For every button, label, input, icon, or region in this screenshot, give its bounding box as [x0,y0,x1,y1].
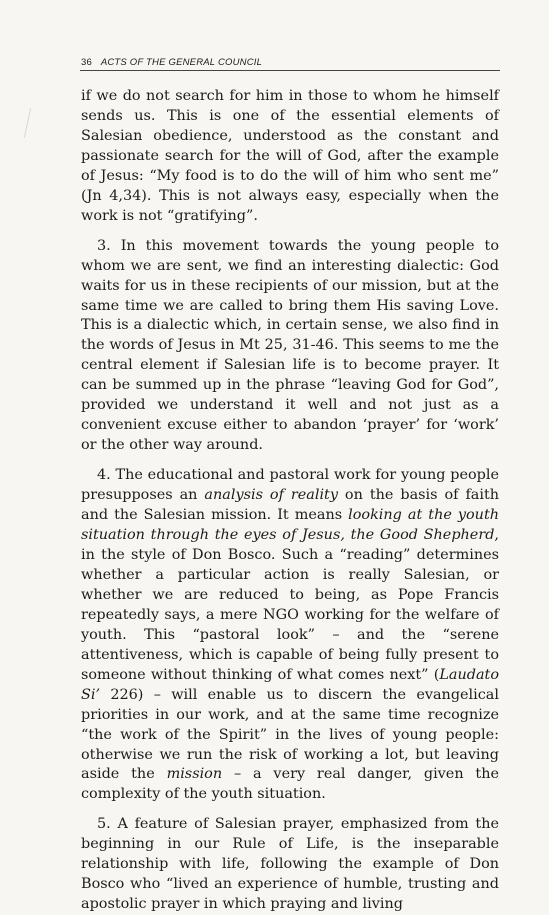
running-head: ACTS OF THE GENERAL COUNCIL [100,57,263,68]
paragraph-5 [81,815,499,915]
paragraph-3 [81,237,499,456]
text-segment: 226) – will enable us to discern the evangelical priorities in our work, and at the same time recognize “the work of the Spirit” in the lives of young people: otherwise we run the risk of working a lot, but leaving aside the [81,686,499,783]
paragraph-4 [81,466,499,805]
text-segment: if we do not search for him in those to whom he himself sends us. This is one of the essential elements of Salesian obedience, understood as the constant and passionate search for the will of God, after the example of Jesus: “My food is to do the will of him who sent me” (Jn 4,34). This is not always easy, especially when the work is not “gratifying”. [81,88,499,224]
text-segment: 5. A feature of Salesian prayer, emphasized from the beginning in our Rule of Life, is the inseparable relationship with life, following the example of Don Bosco who “lived an experience of humble, trusting and apostolic prayer in which praying and living [81,816,499,913]
text-segment: 3. In this movement towards the young people to whom we are sent, we find an interesting dialectic: God waits for us in these recipients of our mission, but at the same time we are called to bring them His saving Love. This is a dialectic which, in certain sense, we also find in the words of Jesus in Mt 25, 31-46. This seems to me the central element if Salesian life is to become prayer. It can be summed up in the phrase “leaving God for God”, provided we understand it well and not just as a convenient excuse either to abandon ‘prayer’ for ‘work’ or the other way around. [81,237,499,454]
paragraph-continuation [81,87,499,227]
italic-segment: analysis of reality [204,487,338,504]
page-number: 36 [81,57,92,68]
italic-segment: Laudato Si’ [81,666,499,703]
text-segment: , in the style of Don Bosco. Such a “reading” determines whether a particular action is really Salesian, or whether we are reduced to being, as Pope Francis repeatedly says, a mere NGO working for the welfare of youth. This “pastoral look” – and the “serene attentiveness, which is capable of being fully present to someone without thinking of what comes next” ( [81,527,499,683]
body-text [81,87,499,915]
text-segment: – a very real danger, given the complexity of the youth situation. [81,766,500,803]
page-header [81,57,501,68]
binding-mark [24,108,33,138]
italic-segment: mission [166,766,223,783]
header-rule [80,70,500,71]
italic-segment: looking at the youth situation through the eyes of Jesus, the Good Shepherd [81,507,499,544]
text-segment: 4. The educational and pastoral work for young people presupposes an [81,467,499,504]
text-segment: on the basis of faith and the Salesian mission. It means [81,487,499,524]
